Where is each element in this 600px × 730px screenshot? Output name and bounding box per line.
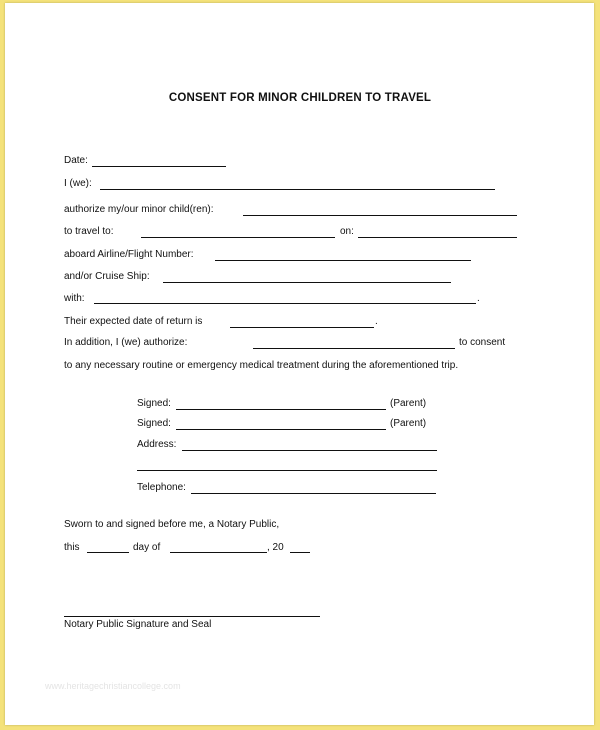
i-we-blank[interactable] — [100, 189, 495, 190]
month-blank[interactable] — [170, 552, 267, 553]
signed-label-2: Signed: — [137, 418, 171, 429]
authorized-person-blank[interactable] — [253, 348, 455, 349]
cruise-label: and/or Cruise Ship: — [64, 271, 150, 282]
day-blank[interactable] — [87, 552, 129, 553]
address-label: Address: — [137, 439, 177, 450]
date-blank[interactable] — [92, 166, 226, 167]
sworn-text: Sworn to and signed before me, a Notary Public, — [64, 519, 280, 530]
return-label: Their expected date of return is — [64, 316, 203, 327]
consent-label: to consent — [459, 337, 506, 348]
with-label: with: — [64, 293, 85, 304]
cruise-blank[interactable] — [163, 282, 451, 283]
airline-label: aboard Airline/Flight Number: — [64, 249, 194, 260]
parent-label-1: (Parent) — [390, 398, 427, 409]
signed-blank-2[interactable] — [176, 429, 386, 430]
this-label: this — [64, 542, 80, 553]
notary-signature-label: Notary Public Signature and Seal — [64, 619, 212, 630]
address-blank-2[interactable] — [137, 470, 437, 471]
authorize-label: authorize my/our minor child(ren): — [64, 204, 214, 215]
address-blank-1[interactable] — [182, 450, 437, 451]
parent-label-2: (Parent) — [390, 418, 427, 429]
day-of-label: day of — [133, 542, 161, 553]
with-blank[interactable] — [94, 303, 476, 304]
year-blank[interactable] — [290, 552, 310, 553]
children-blank[interactable] — [243, 215, 517, 216]
return-date-blank[interactable] — [230, 327, 374, 328]
telephone-blank[interactable] — [191, 493, 436, 494]
date-label: Date: — [64, 155, 88, 166]
travel-to-label: to travel to: — [64, 226, 114, 237]
watermark-text: www.heritagechristiancollege.com — [45, 681, 181, 691]
telephone-label: Telephone: — [137, 482, 186, 493]
return-period: . — [375, 316, 378, 327]
notary-signature-blank[interactable] — [64, 616, 320, 617]
with-period: . — [477, 293, 480, 304]
signed-label-1: Signed: — [137, 398, 171, 409]
treatment-text: to any necessary routine or emergency medical treatment during the aforementioned trip. — [64, 360, 459, 371]
signed-blank-1[interactable] — [176, 409, 386, 410]
on-label: on: — [340, 226, 354, 237]
year-prefix: , 20 — [267, 542, 284, 553]
travel-date-blank[interactable] — [358, 237, 517, 238]
airline-blank[interactable] — [215, 260, 471, 261]
i-we-label: I (we): — [64, 178, 92, 189]
addition-label: In addition, I (we) authorize: — [64, 337, 188, 348]
destination-blank[interactable] — [141, 237, 335, 238]
document-title: CONSENT FOR MINOR CHILDREN TO TRAVEL — [168, 92, 432, 104]
